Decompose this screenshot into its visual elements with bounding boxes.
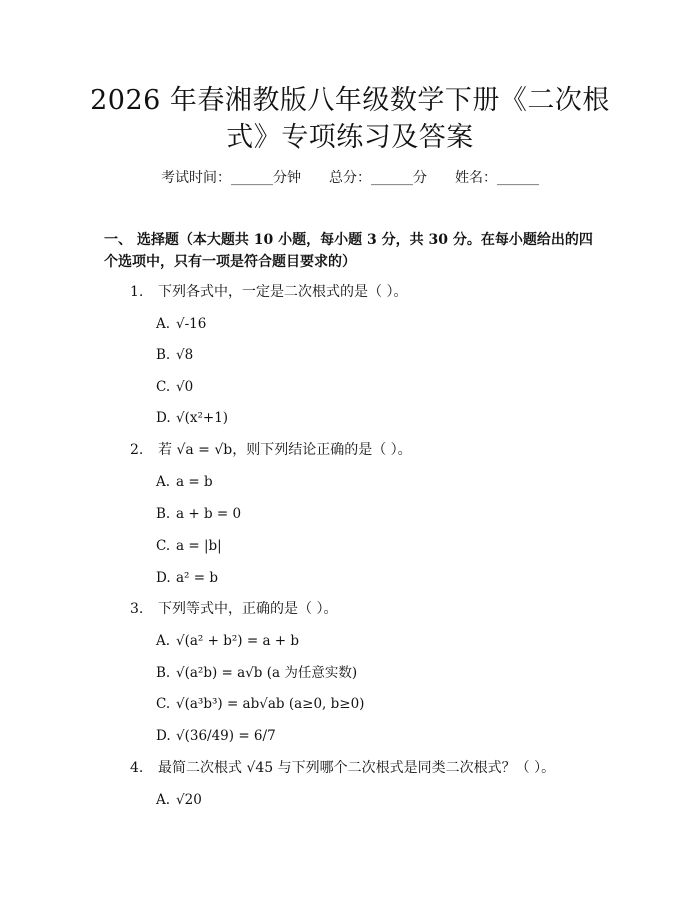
option-letter: C. bbox=[156, 696, 171, 712]
exam-time-field: 考试时间：______分钟 bbox=[161, 170, 301, 186]
question-1-option-d bbox=[156, 408, 228, 428]
question-2-option-a bbox=[156, 472, 213, 492]
option-text: √(a² + b²) = a + b bbox=[176, 633, 300, 649]
option-text: a² = b bbox=[176, 570, 218, 586]
option-letter: D. bbox=[156, 570, 171, 586]
option-letter: B. bbox=[156, 506, 171, 522]
total-score-field: 总分：______分 bbox=[329, 170, 427, 186]
question-text: 下列等式中，正确的是（ ）。 bbox=[158, 601, 338, 617]
option-text: a = b bbox=[176, 474, 213, 490]
question-text: 若 √a = √b，则下列结论正确的是（ ）。 bbox=[158, 442, 412, 458]
option-letter: B. bbox=[156, 665, 171, 681]
question-number: 1. bbox=[130, 284, 144, 300]
question-2-option-d bbox=[156, 568, 218, 588]
question-2-option-b bbox=[156, 504, 241, 524]
option-text: a = |b| bbox=[176, 538, 222, 554]
option-text: √8 bbox=[176, 347, 194, 363]
option-letter: A. bbox=[156, 316, 171, 332]
question-3 bbox=[130, 599, 337, 619]
option-text: √-16 bbox=[176, 316, 207, 332]
exam-info-row bbox=[0, 168, 700, 188]
question-text: 下列各式中，一定是二次根式的是（ ）。 bbox=[158, 284, 408, 300]
question-4 bbox=[130, 758, 555, 778]
option-text: √(36/49) = 6/7 bbox=[176, 728, 276, 744]
option-letter: D. bbox=[156, 728, 171, 744]
question-4-option-a bbox=[156, 790, 202, 810]
question-3-option-d bbox=[156, 726, 276, 746]
question-3-option-a bbox=[156, 631, 299, 651]
question-1-option-b bbox=[156, 345, 193, 365]
question-text: 最简二次根式 √45 与下列哪个二次根式是同类二次根式？（ ）。 bbox=[158, 760, 556, 776]
question-2-option-c bbox=[156, 536, 222, 556]
question-1-option-a bbox=[156, 314, 206, 334]
option-text: √(a³b³) = ab√ab (a≥0, b≥0) bbox=[176, 696, 365, 712]
option-text: √(a²b) = a√b (a 为任意实数) bbox=[176, 665, 358, 681]
option-text: √(x²+1) bbox=[176, 410, 229, 426]
option-letter: C. bbox=[156, 538, 171, 554]
option-letter: A. bbox=[156, 633, 171, 649]
option-letter: A. bbox=[156, 474, 171, 490]
document-title-line-1: 2026 年春湘教版八年级数学下册《二次根 bbox=[90, 85, 610, 116]
option-letter: C. bbox=[156, 379, 171, 395]
question-3-option-c bbox=[156, 694, 364, 714]
section-heading: 一、 选择题（本大题共 10 小题，每小题 3 分，共 30 分。在每小题给出的四个选项中，只有一项是符合题目要求的） bbox=[104, 232, 593, 270]
option-letter: D. bbox=[156, 410, 171, 426]
name-field: 姓名：______ bbox=[455, 170, 539, 186]
question-number: 3. bbox=[130, 601, 144, 617]
question-1-option-c bbox=[156, 377, 193, 397]
question-3-option-b bbox=[156, 663, 357, 683]
question-1 bbox=[130, 282, 407, 302]
document-title-line-2: 式》专项练习及答案 bbox=[226, 122, 474, 153]
question-2 bbox=[130, 440, 412, 460]
option-text: a + b = 0 bbox=[176, 506, 242, 522]
option-text: √0 bbox=[176, 379, 194, 395]
question-number: 2. bbox=[130, 442, 144, 458]
option-text: √20 bbox=[176, 792, 202, 808]
option-letter: A. bbox=[156, 792, 171, 808]
question-number: 4. bbox=[130, 760, 144, 776]
option-letter: B. bbox=[156, 347, 171, 363]
